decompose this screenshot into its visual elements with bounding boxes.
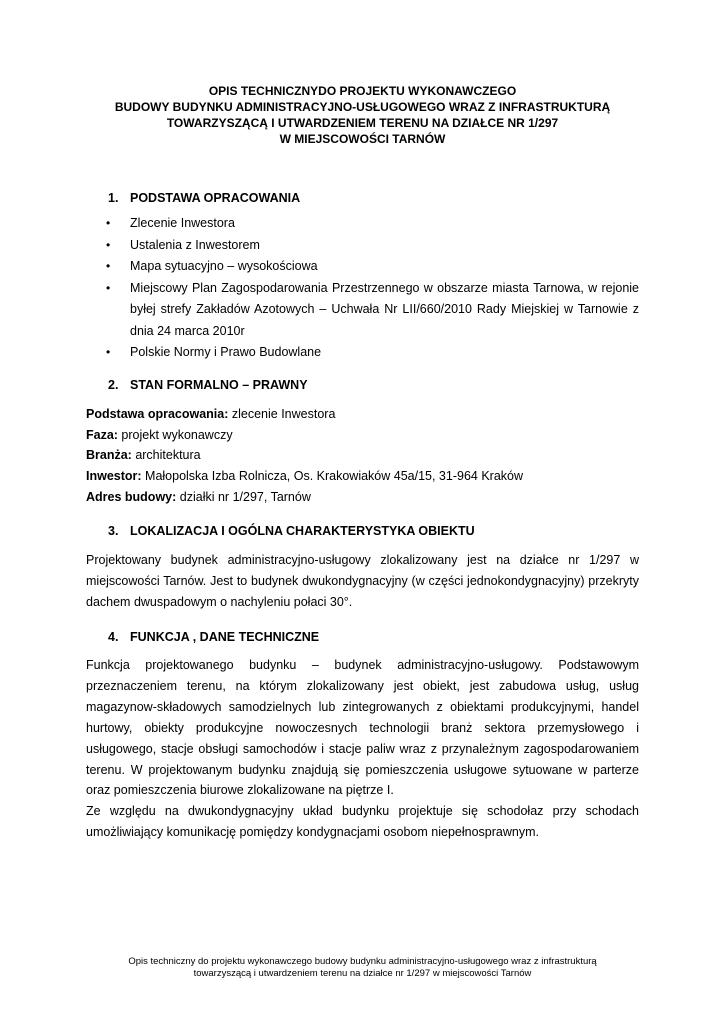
field-label: Adres budowy: <box>86 489 177 504</box>
list-item-text: Mapa sytuacyjno – wysokościowa <box>130 259 318 273</box>
list-item <box>104 235 639 257</box>
title-line-4: W MIEJSCOWOŚCI TARNÓW <box>279 132 446 146</box>
field-value: architektura <box>131 448 201 463</box>
document-title <box>0 83 725 147</box>
section-3-heading <box>108 524 475 538</box>
section-1-heading <box>108 191 300 205</box>
bullet-icon: • <box>106 259 111 273</box>
list-item-text: Zlecenie Inwestora <box>130 216 235 230</box>
section-1-list <box>104 213 639 364</box>
section-3-paragraph: Projektowany budynek administracyjno-usługowy zlokalizowany jest na działce nr 1/297 w miejscowości Tarnów. Jest to budynek dwukondygnacyjny (w części jednokondygnacyjny) przekryty dachem dwuspadowym o nachyleniu połaci 30°. <box>86 553 639 609</box>
list-item <box>104 213 639 235</box>
section-1-title: PODSTAWA OPRACOWANIA <box>130 191 301 205</box>
field-label: Podstawa opracowania: <box>86 407 229 421</box>
section-4-heading <box>108 630 319 644</box>
field-row <box>86 404 523 425</box>
section-3-title: LOKALIZACJA I OGÓLNA CHARAKTERYSTYKA OBIEKTU <box>130 524 475 538</box>
field-row <box>86 425 523 446</box>
section-3-number: 3. <box>108 524 119 538</box>
section-4-number: 4. <box>108 630 119 644</box>
field-label: Branża: <box>86 448 132 463</box>
field-value: zlecenie Inwestora <box>228 407 336 421</box>
section-2-heading <box>108 378 308 392</box>
section-4-body <box>86 655 639 843</box>
section-4-title: FUNKCJA , DANE TECHNICZNE <box>130 630 320 644</box>
section-4-paragraph-2: Ze względu na dwukondygnacyjny układ budynku projektuje się schodołaz przy schodach umożliwiający komunikację pomiędzy kondygnacjami osobom niepełnosprawnym. <box>86 804 639 840</box>
section-4-paragraph-1: Funkcja projektowanego budynku – budynek administracyjno-usługowy. Podstawowym przeznaczeniem terenu, na którym zlokalizowany jest obiekt, jest zabudowa usług, usług magazynow-składowych samodzielnych lub zintegrowanych z obiektami produkcyjnymi, handel hurtowy, obiekty produkcyjne nowoczesnych technologii branż sektora przemysłowego i usługowego, stacje obsługi samochodów i stacje paliw wraz z przynależnym zagospodarowaniem terenu. W projektowanym budynku znajdują się pomieszczenia usługowe sytuowane w parterze oraz pomieszczenia biurowe zlokalizowane na piętrze I. <box>86 658 639 798</box>
field-row <box>86 466 523 487</box>
title-line-3: TOWARZYSZĄCĄ I UTWARDZENIEM TERENU NA DZIAŁCE NR 1/297 <box>166 116 559 130</box>
section-2-number: 2. <box>108 378 119 392</box>
bullet-icon: • <box>106 237 111 252</box>
list-item <box>104 278 639 343</box>
list-item-text: Miejscowy Plan Zagospodarowania Przestrzennego w obszarze miasta Tarnowa, w rejonie byłej strefy Zakładów Azotowych – Uchwała Nr LII/660/2010 Rady Miejskiej w Tarnowie z dnia 24 marca 2010r <box>130 280 639 338</box>
page-footer <box>0 956 725 980</box>
field-value: działki nr 1/297, Tarnów <box>176 489 311 504</box>
field-label: Faza: <box>86 427 118 442</box>
bullet-icon: • <box>106 280 111 295</box>
list-item <box>104 342 639 364</box>
field-row <box>86 445 523 466</box>
list-item <box>104 256 639 278</box>
bullet-icon: • <box>106 216 111 230</box>
field-label: Inwestor: <box>86 469 142 484</box>
list-item-text: Polskie Normy i Prawo Budowlane <box>130 345 322 359</box>
field-row <box>86 487 523 508</box>
section-3-body <box>86 550 639 613</box>
footer-line-1: Opis techniczny do projektu wykonawczego budowy budynku administracyjno-usługowego wraz z infrastrukturą <box>128 956 597 967</box>
bullet-icon: • <box>106 345 111 359</box>
section-2-title: STAN FORMALNO – PRAWNY <box>130 378 308 392</box>
footer-line-2: towarzyszącą i utwardzeniem terenu na działce nr 1/297 w miejscowości Tarnów <box>193 968 532 979</box>
section-1-number: 1. <box>108 191 119 205</box>
formal-fields <box>86 404 523 508</box>
title-line-2: BUDOWY BUDYNKU ADMINISTRACYJNO-USŁUGOWEGO WRAZ Z INFRASTRUKTURĄ <box>114 100 611 114</box>
title-line-1: OPIS TECHNICZNYDO PROJEKTU WYKONAWCZEGO <box>208 84 517 98</box>
field-value: projekt wykonawczy <box>117 427 233 442</box>
list-item-text: Ustalenia z Inwestorem <box>130 237 260 252</box>
field-value: Małopolska Izba Rolnicza, Os. Krakowiaków 45a/15, 31-964 Kraków <box>141 469 524 484</box>
